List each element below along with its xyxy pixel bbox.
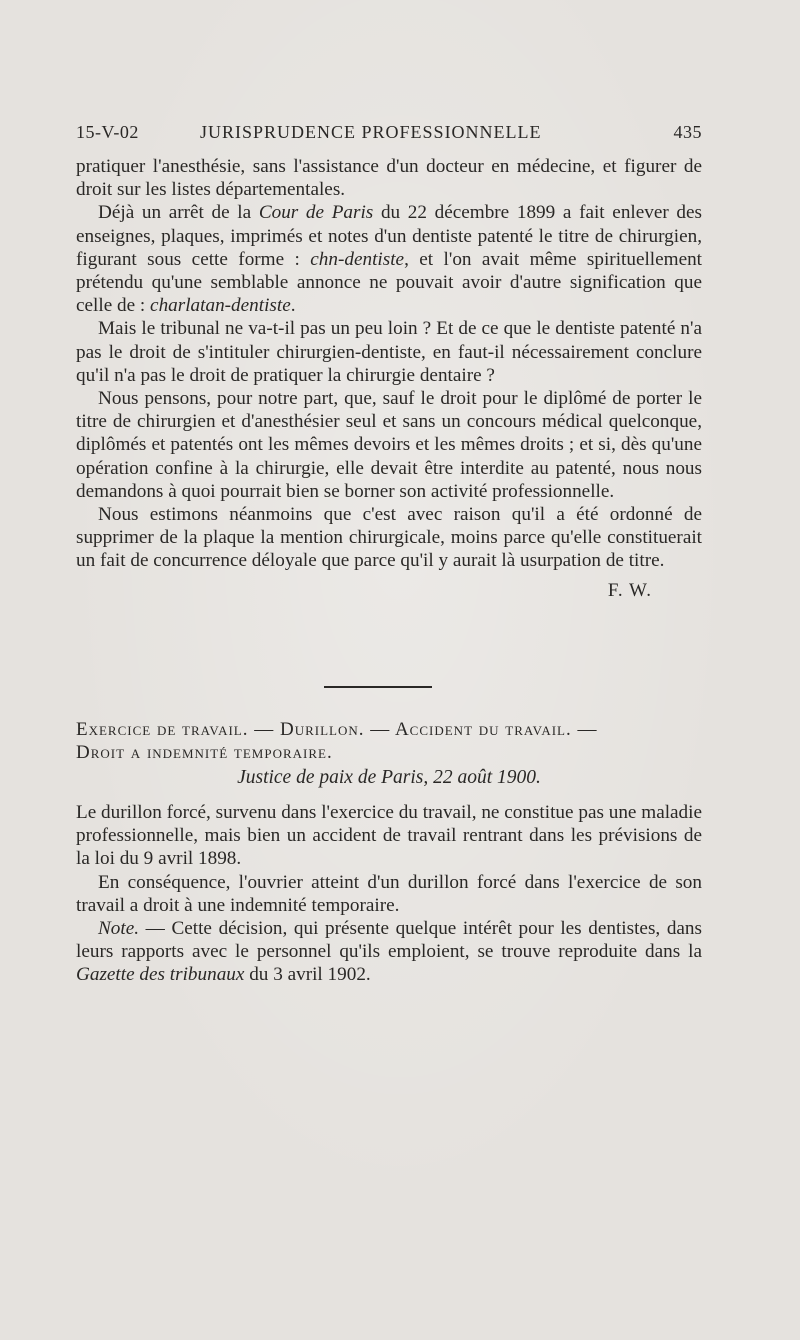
page-number: 435 bbox=[673, 122, 702, 142]
running-header bbox=[76, 122, 702, 148]
quoted-term: charlatan-dentiste bbox=[150, 295, 291, 317]
text-run: — Cette décision, qui présente quelque intérêt pour les dentistes, dans leurs rapports avec le personnel qu'ils emploient, se trouve reproduite dans la bbox=[76, 918, 702, 963]
note-label: Note. bbox=[98, 918, 140, 940]
heading-line: Droit a indemnité temporaire. bbox=[76, 742, 333, 763]
running-title: JURISPRUDENCE PROFESSIONNELLE bbox=[200, 122, 542, 142]
abbreviated-title: chn-dentiste bbox=[310, 248, 405, 270]
text-run: Déjà un arrêt de la bbox=[98, 202, 259, 224]
author-signature: F. W. bbox=[607, 579, 652, 601]
paragraph: Nous pensons, pour notre part, que, sauf le droit pour le diplômé de porter le titre de chirurgien et d'anesthésier seul et sans un concours médical quelconque, diplômés et patentés ont les mêmes devoirs et les mêmes droits ; et si, dès qu'une opération confine à la chirurgie, elle devait être interdite au patenté, nous nous demandons à quoi pourrait bien se borner son activité professionnelle. bbox=[76, 388, 702, 502]
paragraph bbox=[76, 201, 702, 317]
text-run: . bbox=[290, 295, 296, 317]
paragraph: pratiquer l'anesthésie, sans l'assistance d'un docteur en médecine, et figurer de droit sur les listes départementales. bbox=[76, 156, 702, 201]
court-name: Cour de Paris bbox=[258, 202, 374, 224]
paragraph: En conséquence, l'ouvrier atteint d'un durillon forcé dans l'exercice de son travail a droit à une indemnité temporaire. bbox=[76, 871, 702, 916]
paragraph: Mais le tribunal ne va-t-il pas un peu loin ? Et de ce que le dentiste patenté n'a pas le droit de s'intituler chirurgien-dentiste, en faut-il nécessairement conclure qu'il n'a pas le droit de pratiquer la chirurgie dentaire ? bbox=[76, 318, 702, 386]
heading-line: Exercice de travail. — Durillon. — Accident du travail. — bbox=[76, 719, 598, 740]
paragraph: Nous estimons néanmoins que c'est avec raison qu'il a été ordonné de supprimer de la plaque la mention chirurgicale, moins parce qu'elle constituerait un fait de concurrence déloyale que parce qu'il y aurait là usurpation de titre. bbox=[76, 504, 702, 572]
text-run: , et l'on avait même spirituellement prétendu qu'une semblable annonce ne pouvait avoir d'autre signification que celle de : bbox=[76, 248, 703, 317]
text-run: du 3 avril 1902. bbox=[244, 964, 371, 986]
text-run: du 22 décembre 1899 a fait enlever des enseignes, plaques, imprimés et notes d'un dentiste patenté le titre de chirurgien, figurant sous cette forme : bbox=[76, 202, 702, 270]
publication-name: Gazette des tribunaux bbox=[76, 964, 245, 986]
court-reference: Justice de paix de Paris, 22 août 1900. bbox=[237, 767, 541, 788]
paragraph bbox=[76, 917, 702, 987]
case-summary bbox=[76, 801, 702, 987]
issue-date: 15-V-02 bbox=[76, 122, 139, 142]
section-heading bbox=[76, 718, 702, 764]
paragraph: Le durillon forcé, survenu dans l'exercice du travail, ne constitue pas une maladie professionnelle, mais bien un accident de travail rentrant dans les prévisions de la loi du 9 avril 1898. bbox=[76, 802, 702, 870]
article-continuation bbox=[76, 155, 702, 602]
section-divider bbox=[324, 686, 432, 688]
